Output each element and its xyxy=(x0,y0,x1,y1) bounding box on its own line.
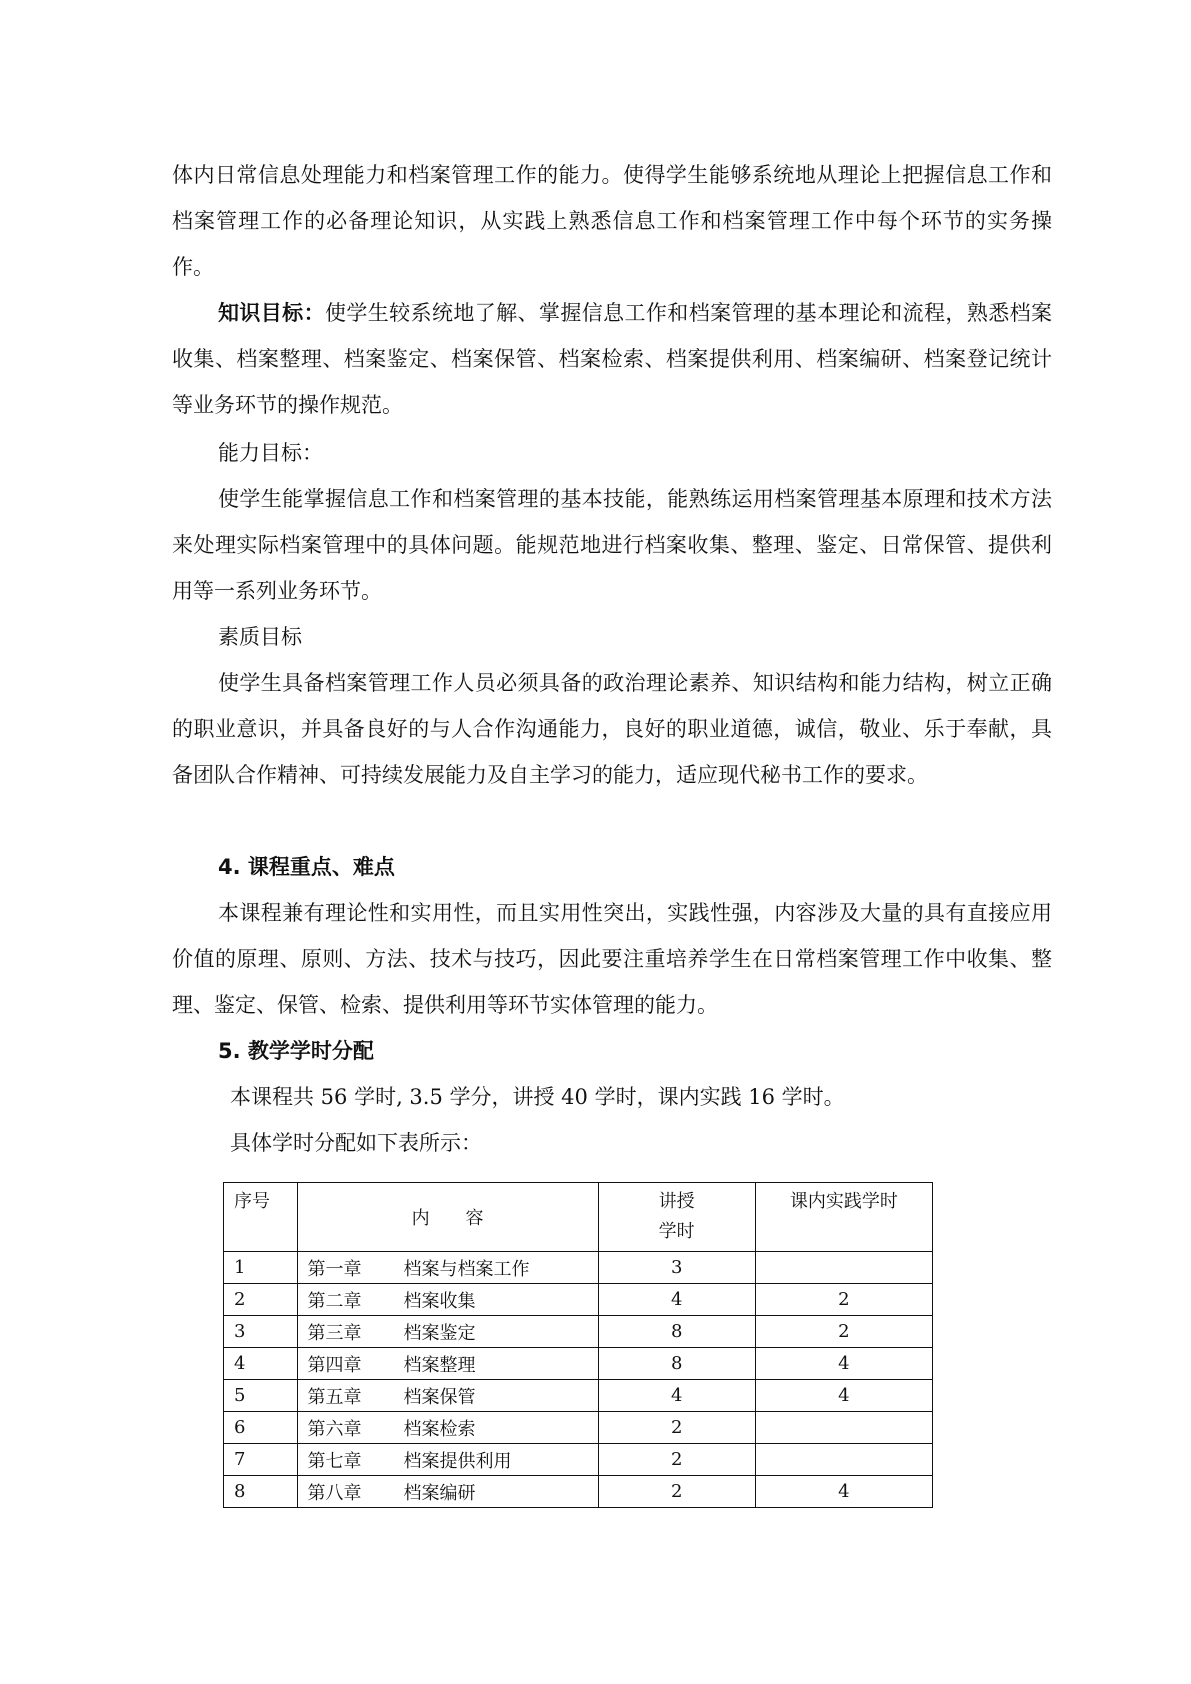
cell-content xyxy=(297,1444,598,1476)
cell-title: 档案保管 xyxy=(403,1386,476,1408)
knowledge-goal-text: 使学生较系统地了解、掌握信息工作和档案管理的基本理论和流程，熟悉档案收集、档案整理、档案鉴定、档案保管、档案检索、档案提供利用、档案编研、档案登记统计等业务环节的操作规范。 xyxy=(172,301,1053,417)
cell-practice: 2 xyxy=(755,1284,932,1316)
header-lecture-line2: 学时 xyxy=(658,1221,695,1242)
cell-chapter: 第七章 xyxy=(307,1450,362,1472)
cell-lecture: 2 xyxy=(598,1412,755,1444)
table-row xyxy=(224,1412,933,1444)
hours-summary: 本课程共 56 学时, 3.5 学分，讲授 40 学时，课内实践 16 学时。 xyxy=(230,1085,845,1109)
cell-practice xyxy=(755,1412,932,1444)
cell-content xyxy=(297,1412,598,1444)
paragraph-ability-goal: 使学生能掌握信息工作和档案管理的基本技能，能熟练运用档案管理基本原理和技术方法来处理实际档案管理中的具体问题。能规范地进行档案收集、整理、鉴定、日常保管、提供利用等一系列业务环节。 xyxy=(172,487,1052,603)
cell-lecture: 8 xyxy=(598,1348,755,1380)
header-content: 内 容 xyxy=(297,1183,598,1252)
cell-content xyxy=(297,1316,598,1348)
cell-title: 档案整理 xyxy=(403,1354,476,1376)
paragraph-quality-goal: 使学生具备档案管理工作人员必须具备的政治理论素养、知识结构和能力结构，树立正确的职业意识，并具备良好的与人合作沟通能力，良好的职业道德，诚信，敬业、乐于奉献，具备团队合作精神、可持续发展能力及自主学习的能力，适应现代秘书工作的要求。 xyxy=(172,671,1052,787)
header-lecture-hours xyxy=(598,1183,755,1252)
cell-practice: 4 xyxy=(755,1348,932,1380)
cell-lecture: 8 xyxy=(598,1316,755,1348)
cell-practice xyxy=(755,1252,932,1284)
cell-content xyxy=(297,1348,598,1380)
cell-title: 档案检索 xyxy=(403,1418,476,1440)
cell-lecture: 4 xyxy=(598,1284,755,1316)
cell-content xyxy=(297,1284,598,1316)
section-5-heading: 5. 教学学时分配 xyxy=(218,1039,374,1063)
cell-chapter: 第五章 xyxy=(307,1386,362,1408)
table-row xyxy=(224,1316,933,1348)
cell-content xyxy=(297,1252,598,1284)
cell-no: 1 xyxy=(224,1252,298,1284)
cell-content xyxy=(297,1380,598,1412)
quality-goal-label: 素质目标 xyxy=(218,625,302,649)
hours-table xyxy=(223,1182,933,1508)
cell-no: 7 xyxy=(224,1444,298,1476)
cell-chapter: 第三章 xyxy=(307,1322,362,1344)
cell-lecture: 3 xyxy=(598,1252,755,1284)
cell-title: 档案与档案工作 xyxy=(403,1258,530,1280)
cell-lecture: 2 xyxy=(598,1476,755,1508)
table-row xyxy=(224,1348,933,1380)
cell-chapter: 第一章 xyxy=(307,1258,362,1280)
header-practice-hours: 课内实践学时 xyxy=(755,1183,932,1252)
header-lecture-line1: 讲授 xyxy=(658,1191,695,1212)
cell-content xyxy=(297,1476,598,1508)
cell-no: 5 xyxy=(224,1380,298,1412)
cell-no: 3 xyxy=(224,1316,298,1348)
cell-title: 档案鉴定 xyxy=(403,1322,476,1344)
table-row xyxy=(224,1252,933,1284)
cell-chapter: 第八章 xyxy=(307,1482,362,1504)
section-4-heading: 4. 课程重点、难点 xyxy=(218,855,395,879)
ability-goal-label: 能力目标： xyxy=(218,441,323,465)
cell-chapter: 第二章 xyxy=(307,1290,362,1312)
table-intro: 具体学时分配如下表所示： xyxy=(230,1131,482,1155)
cell-title: 档案编研 xyxy=(403,1482,476,1504)
table-header-row xyxy=(224,1183,933,1252)
cell-no: 2 xyxy=(224,1284,298,1316)
cell-no: 4 xyxy=(224,1348,298,1380)
cell-practice xyxy=(755,1444,932,1476)
cell-lecture: 4 xyxy=(598,1380,755,1412)
knowledge-goal-label: 知识目标： xyxy=(218,301,325,325)
paragraph-knowledge-goal xyxy=(172,290,1052,428)
table-row xyxy=(224,1380,933,1412)
cell-practice: 2 xyxy=(755,1316,932,1348)
cell-title: 档案收集 xyxy=(403,1290,476,1312)
cell-practice: 4 xyxy=(755,1476,932,1508)
paragraph-section-4: 本课程兼有理论性和实用性，而且实用性突出，实践性强，内容涉及大量的具有直接应用价值的原理、原则、方法、技术与技巧，因此要注重培养学生在日常档案管理工作中收集、整理、鉴定、保管、检索、提供利用等环节实体管理的能力。 xyxy=(172,901,1052,1017)
cell-title: 档案提供利用 xyxy=(403,1450,512,1472)
table-row xyxy=(224,1284,933,1316)
cell-chapter: 第六章 xyxy=(307,1418,362,1440)
cell-practice: 4 xyxy=(755,1380,932,1412)
cell-no: 8 xyxy=(224,1476,298,1508)
header-no: 序号 xyxy=(224,1183,298,1252)
table-row xyxy=(224,1476,933,1508)
cell-no: 6 xyxy=(224,1412,298,1444)
paragraph-intro: 体内日常信息处理能力和档案管理工作的能力。使得学生能够系统地从理论上把握信息工作和档案管理工作的必备理论知识，从实践上熟悉信息工作和档案管理工作中每个环节的实务操作。 xyxy=(172,163,1052,279)
cell-chapter: 第四章 xyxy=(307,1354,362,1376)
cell-lecture: 2 xyxy=(598,1444,755,1476)
table-row xyxy=(224,1444,933,1476)
